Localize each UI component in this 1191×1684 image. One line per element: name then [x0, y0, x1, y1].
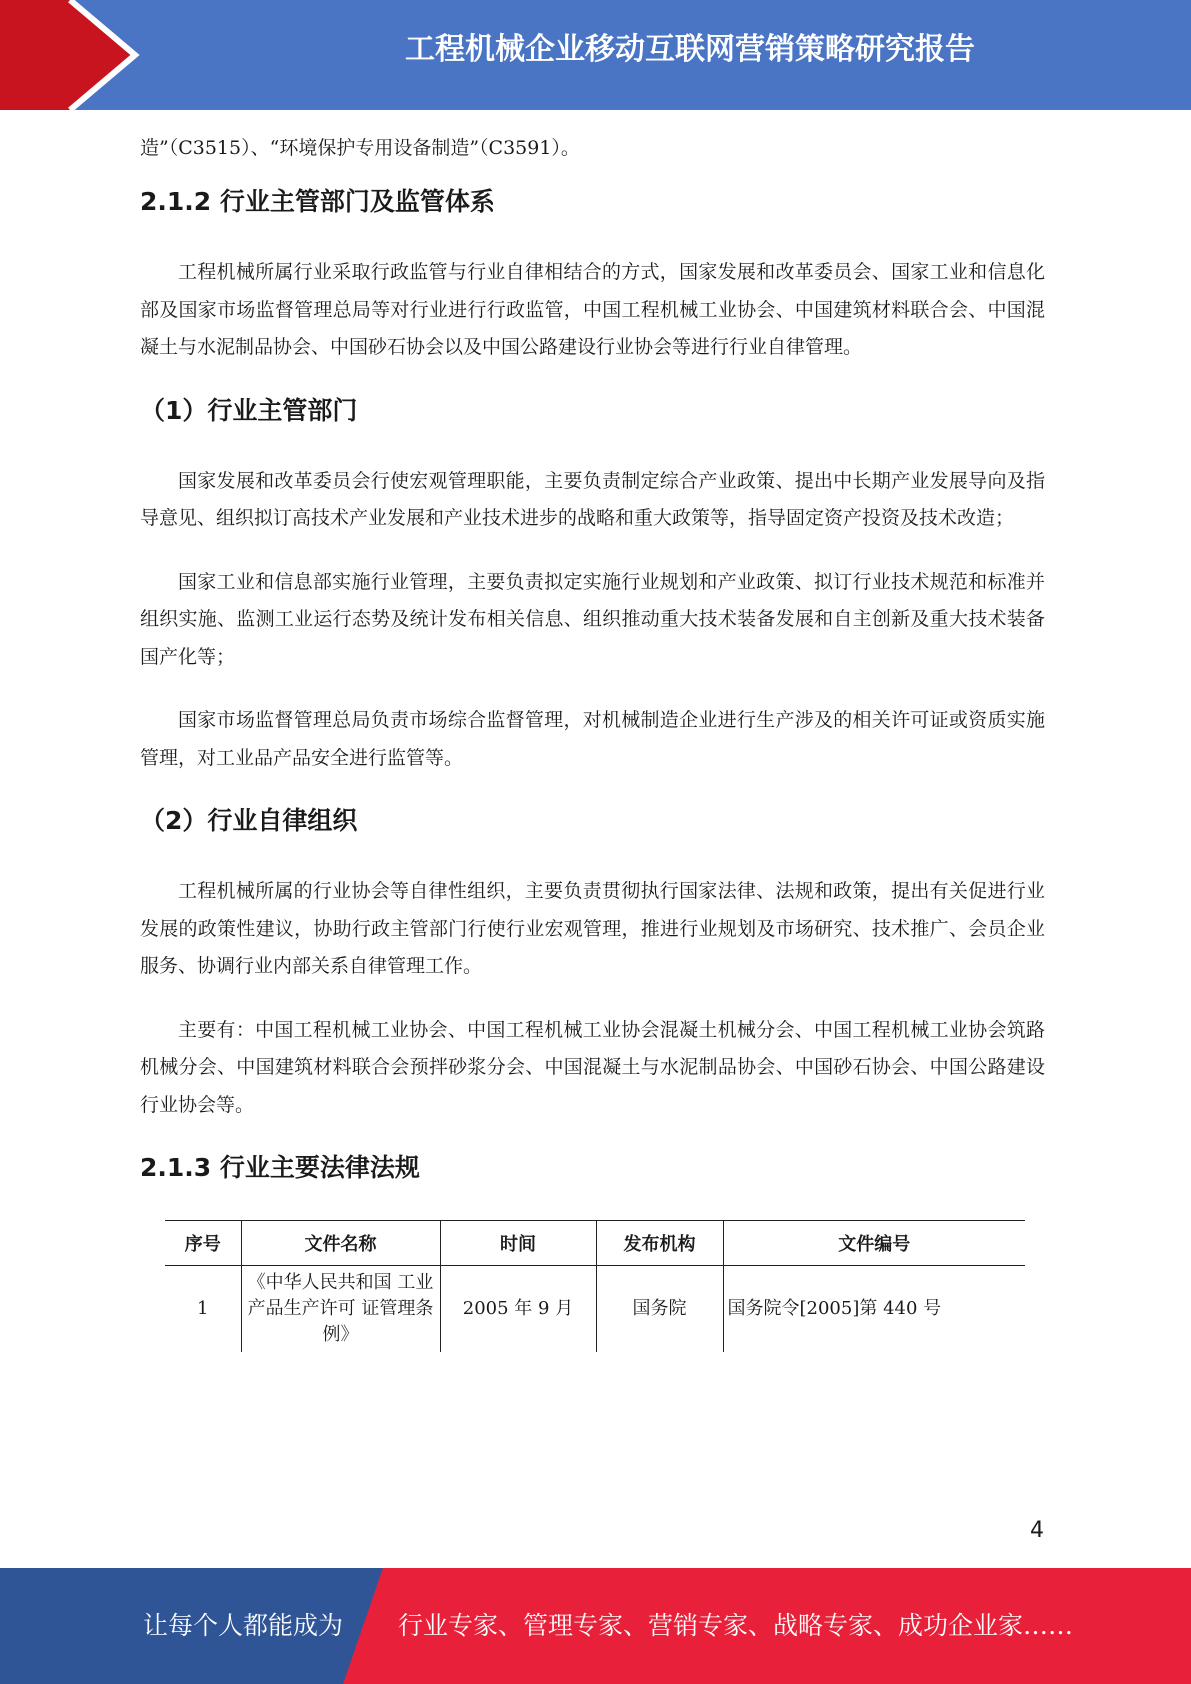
paragraph-ndrc: 国家发展和改革委员会行使宏观管理职能，主要负责制定综合产业政策、提出中长期产业发展导向及指导意见、组织拟订高技术产业发展和产业技术进步的战略和重大政策等，指导固定资产投资及技术改造；: [140, 469, 1045, 529]
page-footer: [0, 1568, 1191, 1684]
page-number: 4: [1030, 1518, 1044, 1543]
column-header-index: 序号: [165, 1221, 241, 1266]
cell-issuer: 国务院: [596, 1266, 723, 1353]
cell-index: 1: [197, 1298, 209, 1319]
footer-slogan-left: 让每个人都能成为: [143, 1611, 344, 1640]
paragraph-associations: 工程机械所属的行业协会等自律性组织，主要负责贯彻执行国家法律、法规和政策，提出有关促进行业发展的政策性建议，协助行政主管部门行使行业宏观管理，推进行业规划及市场研究、技术推广、会员企业服务、协调行业内部关系自律管理工作。: [140, 880, 1045, 977]
subheading-self-regulation: （2）行业自律组织: [140, 806, 358, 835]
section-heading-2-1-3: 2.1.3 行业主要法律法规: [140, 1153, 420, 1182]
section-heading-2-1-2: 2.1.2 行业主管部门及监管体系: [140, 187, 495, 216]
table-header-row: [165, 1221, 1025, 1266]
continued-text: 造”（C3515）、“环境保护专用设备制造”（C3591）。: [140, 137, 580, 159]
cell-document-name: 《中华人民共和国 工业产品生产许可 证管理条例》: [241, 1266, 440, 1353]
footer-slogan-right: 行业专家、管理专家、营销专家、战略专家、成功企业家……: [398, 1611, 1074, 1640]
column-header-date: 时间: [440, 1221, 596, 1266]
paragraph-association-list: 主要有：中国工程机械工业协会、中国工程机械工业协会混凝土机械分会、中国工程机械工业协会筑路机械分会、中国建筑材料联合会预拌砂浆分会、中国混凝土与水泥制品协会、中国砂石协会、中国公路建设行业协会等。: [140, 1018, 1045, 1116]
column-header-document-name: 文件名称: [241, 1221, 440, 1266]
paragraph-miit: 国家工业和信息部实施行业管理，主要负责拟定实施行业规划和产业政策、拟订行业技术规范和标准并组织实施、监测工业运行态势及统计发布相关信息、组织推动重大技术装备发展和自主创新及重大技术装备国产化等；: [140, 570, 1045, 668]
column-header-issuer: 发布机构: [596, 1221, 723, 1266]
page-header: [0, 0, 1191, 110]
section-intro-paragraph: 工程机械所属行业采取行政监管与行业自律相结合的方式，国家发展和改革委员会、国家工业和信息化部及国家市场监督管理总局等对行业进行行政监管，中国工程机械工业协会、中国建筑材料联合会、中国混凝土与水泥制品协会、中国砂石协会以及中国公路建设行业协会等进行行业自律管理。: [140, 261, 1045, 358]
table-row: [165, 1266, 1025, 1353]
report-title: 工程机械企业移动互联网营销策略研究报告: [405, 32, 975, 67]
document-body: [140, 130, 1045, 1352]
laws-table: [165, 1220, 1025, 1352]
cell-document-number: 国务院令[2005]第 440 号: [723, 1266, 1025, 1353]
subheading-authorities: （1）行业主管部门: [140, 395, 358, 425]
paragraph-samr: 国家市场监督管理总局负责市场综合监督管理，对机械制造企业进行生产涉及的相关许可证或资质实施管理，对工业品产品安全进行监管等。: [140, 709, 1045, 769]
cell-date: 2005 年 9 月: [440, 1266, 596, 1353]
column-header-document-number: 文件编号: [723, 1221, 1025, 1266]
